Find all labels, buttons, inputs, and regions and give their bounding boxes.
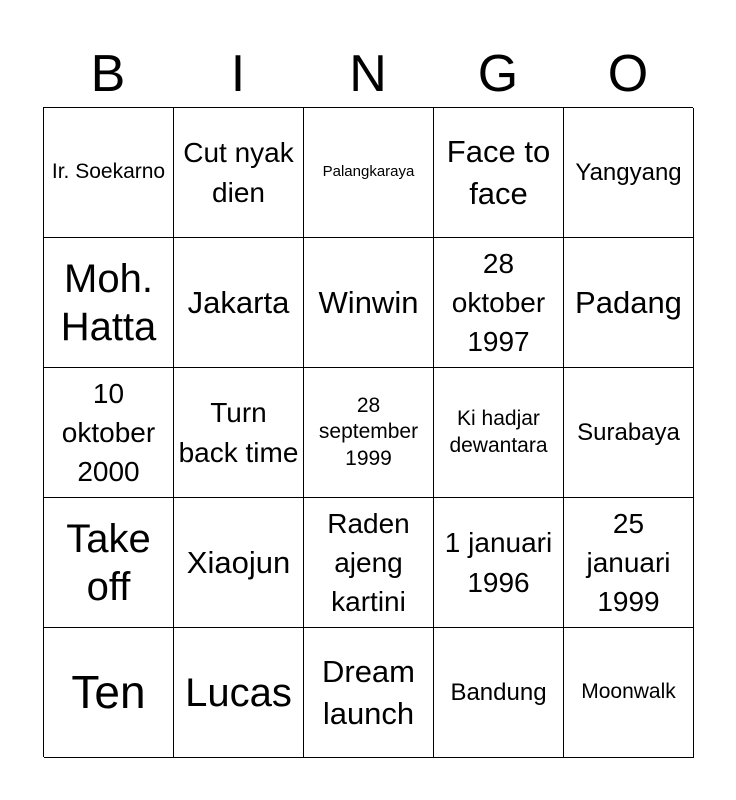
cell-label: Ki hadjar dewantara bbox=[449, 407, 548, 457]
bingo-cell[interactable] bbox=[564, 368, 694, 498]
bingo-cell[interactable] bbox=[44, 238, 174, 368]
bingo-cell[interactable] bbox=[564, 108, 694, 238]
bingo-cell[interactable] bbox=[434, 108, 564, 238]
cell-label: Palangkaraya bbox=[322, 163, 415, 181]
bingo-cell[interactable] bbox=[564, 238, 694, 368]
cell-label: Lucas bbox=[185, 670, 292, 715]
cell-label: 28 september 1999 bbox=[318, 394, 419, 470]
bingo-cell[interactable] bbox=[564, 498, 694, 628]
bingo-cell[interactable] bbox=[434, 238, 564, 368]
bingo-cell[interactable] bbox=[304, 368, 434, 498]
bingo-cell[interactable] bbox=[174, 108, 304, 238]
cell-label: Jakarta bbox=[187, 284, 290, 320]
bingo-cell[interactable] bbox=[44, 498, 174, 628]
bingo-cell[interactable] bbox=[174, 628, 304, 758]
cell-label: Turn back time bbox=[178, 397, 299, 468]
bingo-cell[interactable] bbox=[304, 628, 434, 758]
cell-label: 25 januari 1999 bbox=[586, 507, 671, 618]
cell-label: Face to face bbox=[446, 133, 551, 211]
cell-label: Ir. Soekarno bbox=[51, 160, 166, 184]
bingo-cell[interactable] bbox=[174, 498, 304, 628]
cell-label: Yangyang bbox=[575, 158, 682, 186]
cell-label: Winwin bbox=[318, 284, 419, 320]
cell-label: 1 januari 1996 bbox=[444, 527, 553, 598]
cell-label: 28 oktober 1997 bbox=[451, 247, 546, 358]
bingo-cell[interactable] bbox=[304, 238, 434, 368]
cell-label: Moh. Hatta bbox=[60, 256, 157, 349]
bingo-cell[interactable] bbox=[564, 628, 694, 758]
bingo-cell[interactable] bbox=[174, 368, 304, 498]
cell-label: 10 oktober 2000 bbox=[61, 377, 156, 488]
cell-label: Padang bbox=[575, 284, 682, 320]
cell-label: Surabaya bbox=[577, 418, 680, 446]
cell-label: Moonwalk bbox=[581, 680, 676, 704]
bingo-cell[interactable] bbox=[304, 498, 434, 628]
cell-label: Cut nyak dien bbox=[183, 137, 294, 208]
bingo-cell[interactable] bbox=[174, 238, 304, 368]
cell-label: Take off bbox=[66, 516, 151, 609]
header-letter-n: N bbox=[349, 45, 387, 103]
header-letter-i: I bbox=[230, 45, 246, 103]
bingo-cell[interactable] bbox=[434, 628, 564, 758]
cell-label: Xiaojun bbox=[186, 544, 291, 580]
cell-label: Ten bbox=[71, 665, 146, 718]
cell-label: Raden ajeng kartini bbox=[327, 507, 410, 618]
cell-label: Bandung bbox=[450, 678, 547, 706]
header-letter-b: B bbox=[90, 45, 126, 103]
bingo-cell[interactable] bbox=[44, 368, 174, 498]
bingo-board bbox=[43, 107, 693, 757]
bingo-cell[interactable] bbox=[304, 108, 434, 238]
bingo-cell[interactable] bbox=[44, 108, 174, 238]
bingo-cell[interactable] bbox=[434, 498, 564, 628]
header-letter-o: O bbox=[607, 45, 649, 103]
bingo-cell[interactable] bbox=[434, 368, 564, 498]
bingo-header bbox=[43, 40, 693, 108]
header-letter-g: G bbox=[477, 45, 519, 103]
bingo-cell[interactable] bbox=[44, 628, 174, 758]
cell-label: Dream launch bbox=[321, 653, 415, 731]
